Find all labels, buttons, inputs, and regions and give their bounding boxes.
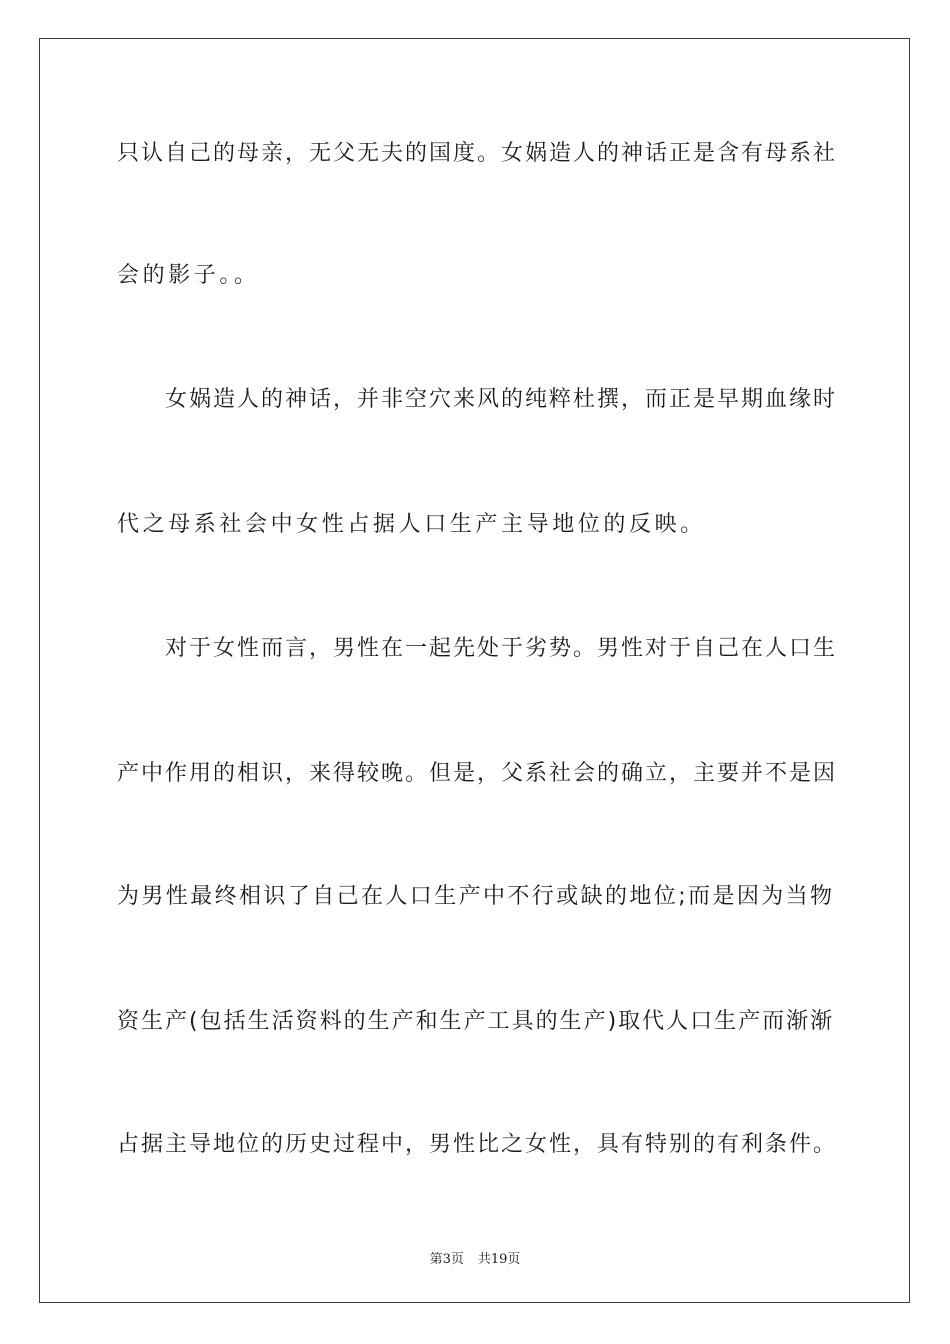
text-line-6: 产中作用的相识，来得较晚。但是，父系社会的确立，主要并不是因 [117,761,838,786]
text-line-5: 对于女性而言，男性在一起先处于劣势。男性对于自己在人口生 [165,636,838,661]
page-footer [0,1248,950,1267]
text-line-1: 只认自己的母亲，无父无夫的国度。女娲造人的神话正是含有母系社 [117,141,838,166]
page-border [39,38,910,1303]
page-total: 共19页 [477,1252,521,1267]
page-number: 第3页 [429,1252,464,1267]
text-line-2: 会的影子。。 [117,263,260,288]
text-line-8: 资生产(包括生活资料的生产和生产工具的生产)取代人口生产而渐渐 [117,1009,835,1034]
text-line-4: 代之母系社会中女性占据人口生产主导地位的反映。 [117,512,706,537]
text-line-7: 为男性最终相识了自己在人口生产中不行或缺的地位;而是因为当物 [117,884,835,909]
text-line-9: 占据主导地位的历史过程中，男性比之女性，具有特别的有利条件。 [117,1132,838,1157]
text-line-3: 女娲造人的神话，并非空穴来风的纯粹杜撰，而正是早期血缘时 [165,387,838,412]
